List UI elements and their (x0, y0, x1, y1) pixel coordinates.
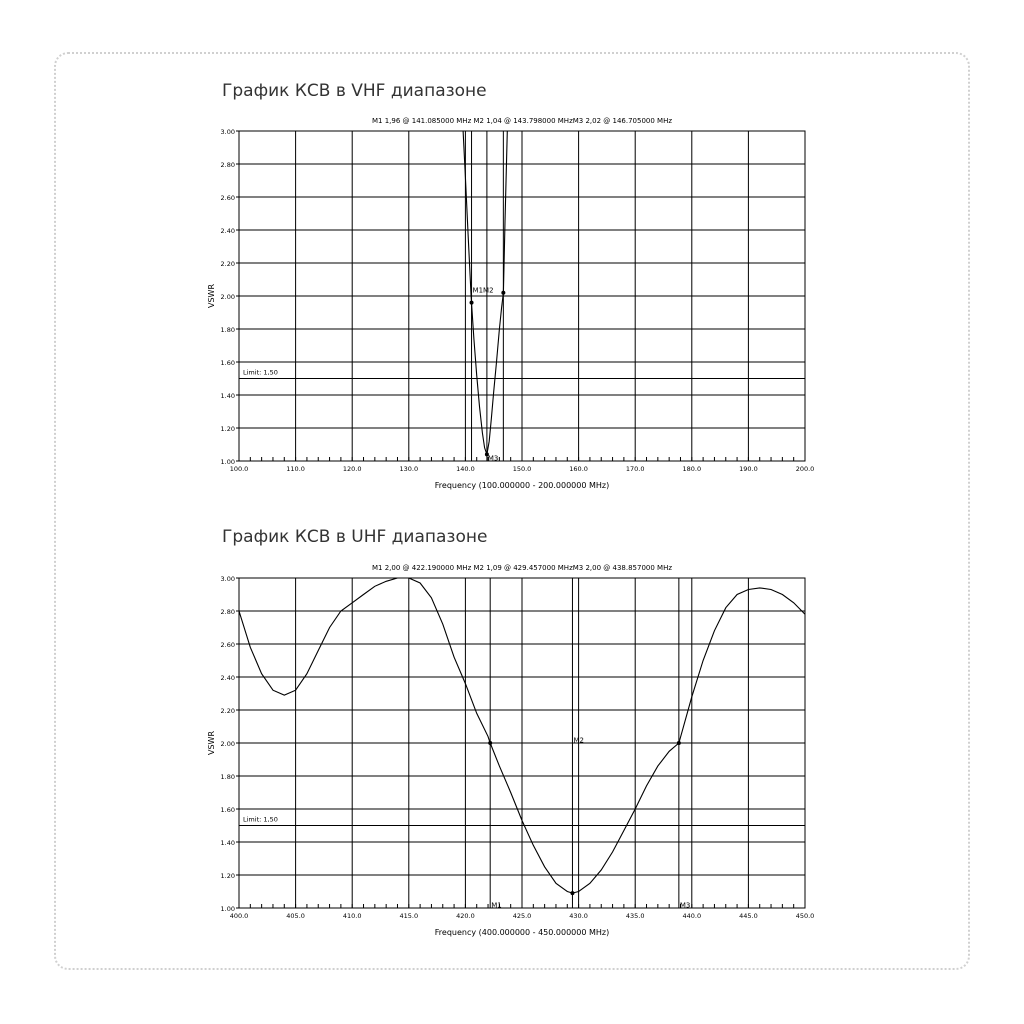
vhf-y-tick-label: 1.00 (220, 458, 235, 466)
vhf-y-tick-label: 2.00 (220, 293, 235, 301)
vhf-x-tick-label: 150.0 (512, 465, 532, 473)
uhf-x-tick-label: 420.0 (456, 912, 475, 920)
uhf-x-tick-label: 430.0 (569, 912, 588, 920)
vhf-x-tick-label: 110.0 (286, 465, 305, 473)
uhf-x-tick-label: 415.0 (399, 912, 419, 920)
vhf-x-tick-label: 170.0 (625, 465, 645, 473)
uhf-x-tick-label: 440.0 (682, 912, 702, 920)
uhf-marker-m3 (677, 741, 681, 745)
uhf-x-tick-label: 435.0 (625, 912, 645, 920)
uhf-marker-m1 (488, 741, 492, 745)
uhf-marker-label-m3: M3 (679, 901, 691, 910)
vhf-y-tick-label: 3.00 (220, 128, 235, 136)
vhf-limit-label: Limit: 1,50 (243, 368, 278, 377)
uhf-y-tick-label: 2.60 (220, 641, 235, 649)
uhf-y-tick-label: 2.40 (220, 674, 235, 682)
vhf-x-tick-label: 130.0 (399, 465, 419, 473)
uhf-chart (207, 564, 814, 937)
uhf-y-tick-label: 3.00 (220, 575, 235, 583)
uhf-y-tick-label: 1.80 (220, 773, 235, 781)
uhf-y-tick-label: 1.20 (220, 872, 235, 880)
vhf-marker-m2 (501, 291, 505, 295)
vhf-x-tick-label: 180.0 (682, 465, 702, 473)
uhf-x-tick-label: 405.0 (286, 912, 305, 920)
vhf-x-tick-label: 190.0 (739, 465, 758, 473)
uhf-marker-header: M1 2,00 @ 422.190000 MHz M2 1,09 @ 429.457000 MHzM3 2,00 @ 438.857000 MHz (371, 564, 673, 572)
vhf-y-tick-label: 1.20 (220, 425, 235, 433)
vhf-x-tick-label: 120.0 (342, 465, 362, 473)
vhf-chart (207, 117, 814, 490)
uhf-x-tick-label: 400.0 (229, 912, 249, 920)
uhf-x-tick-label: 425.0 (512, 912, 532, 920)
uhf-y-tick-label: 1.60 (220, 806, 235, 814)
uhf-y-tick-label: 2.20 (220, 707, 235, 715)
vhf-y-tick-label: 2.80 (220, 161, 235, 169)
uhf-x-axis-label: Frequency (400.000000 - 450.000000 MHz) (434, 928, 610, 937)
vhf-x-tick-label: 160.0 (569, 465, 588, 473)
uhf-y-tick-label: 1.00 (220, 905, 235, 913)
vhf-marker-m1 (470, 301, 474, 305)
vhf-marker-label-m3: M3 (487, 454, 499, 463)
vhf-chart-title: График КСВ в VHF диапазоне (222, 81, 487, 101)
vhf-x-tick-label: 140.0 (456, 465, 475, 473)
uhf-y-axis-label: VSWR (207, 730, 216, 756)
vhf-y-tick-label: 2.40 (220, 227, 235, 235)
vhf-marker-label-m1: M1M2 (472, 286, 494, 295)
uhf-marker-label-m1: M1 (491, 901, 502, 910)
vhf-y-tick-label: 2.60 (220, 194, 235, 202)
uhf-y-tick-label: 2.00 (220, 740, 235, 748)
uhf-x-tick-label: 410.0 (342, 912, 362, 920)
uhf-marker-m2 (570, 891, 574, 895)
vhf-marker-header: M1 1,96 @ 141.085000 MHz M2 1,04 @ 143.798000 MHzM3 2,02 @ 146.705000 MHz (371, 117, 673, 125)
vhf-x-tick-label: 200.0 (795, 465, 815, 473)
vhf-y-axis-label: VSWR (207, 283, 216, 309)
uhf-x-tick-label: 445.0 (739, 912, 758, 920)
uhf-marker-label-m2: M2 (573, 736, 584, 745)
vhf-x-tick-label: 100.0 (229, 465, 249, 473)
vhf-y-tick-label: 1.60 (220, 359, 235, 367)
uhf-chart-title: График КСВ в UHF диапазоне (222, 527, 488, 547)
vhf-y-tick-label: 2.20 (220, 260, 235, 268)
uhf-limit-label: Limit: 1,50 (243, 815, 278, 824)
uhf-y-tick-label: 1.40 (220, 839, 235, 847)
vhf-y-tick-label: 1.40 (220, 392, 235, 400)
vhf-x-axis-label: Frequency (100.000000 - 200.000000 MHz) (434, 481, 610, 490)
uhf-y-tick-label: 2.80 (220, 608, 235, 616)
vhf-y-tick-label: 1.80 (220, 326, 235, 334)
uhf-x-tick-label: 450.0 (795, 912, 815, 920)
